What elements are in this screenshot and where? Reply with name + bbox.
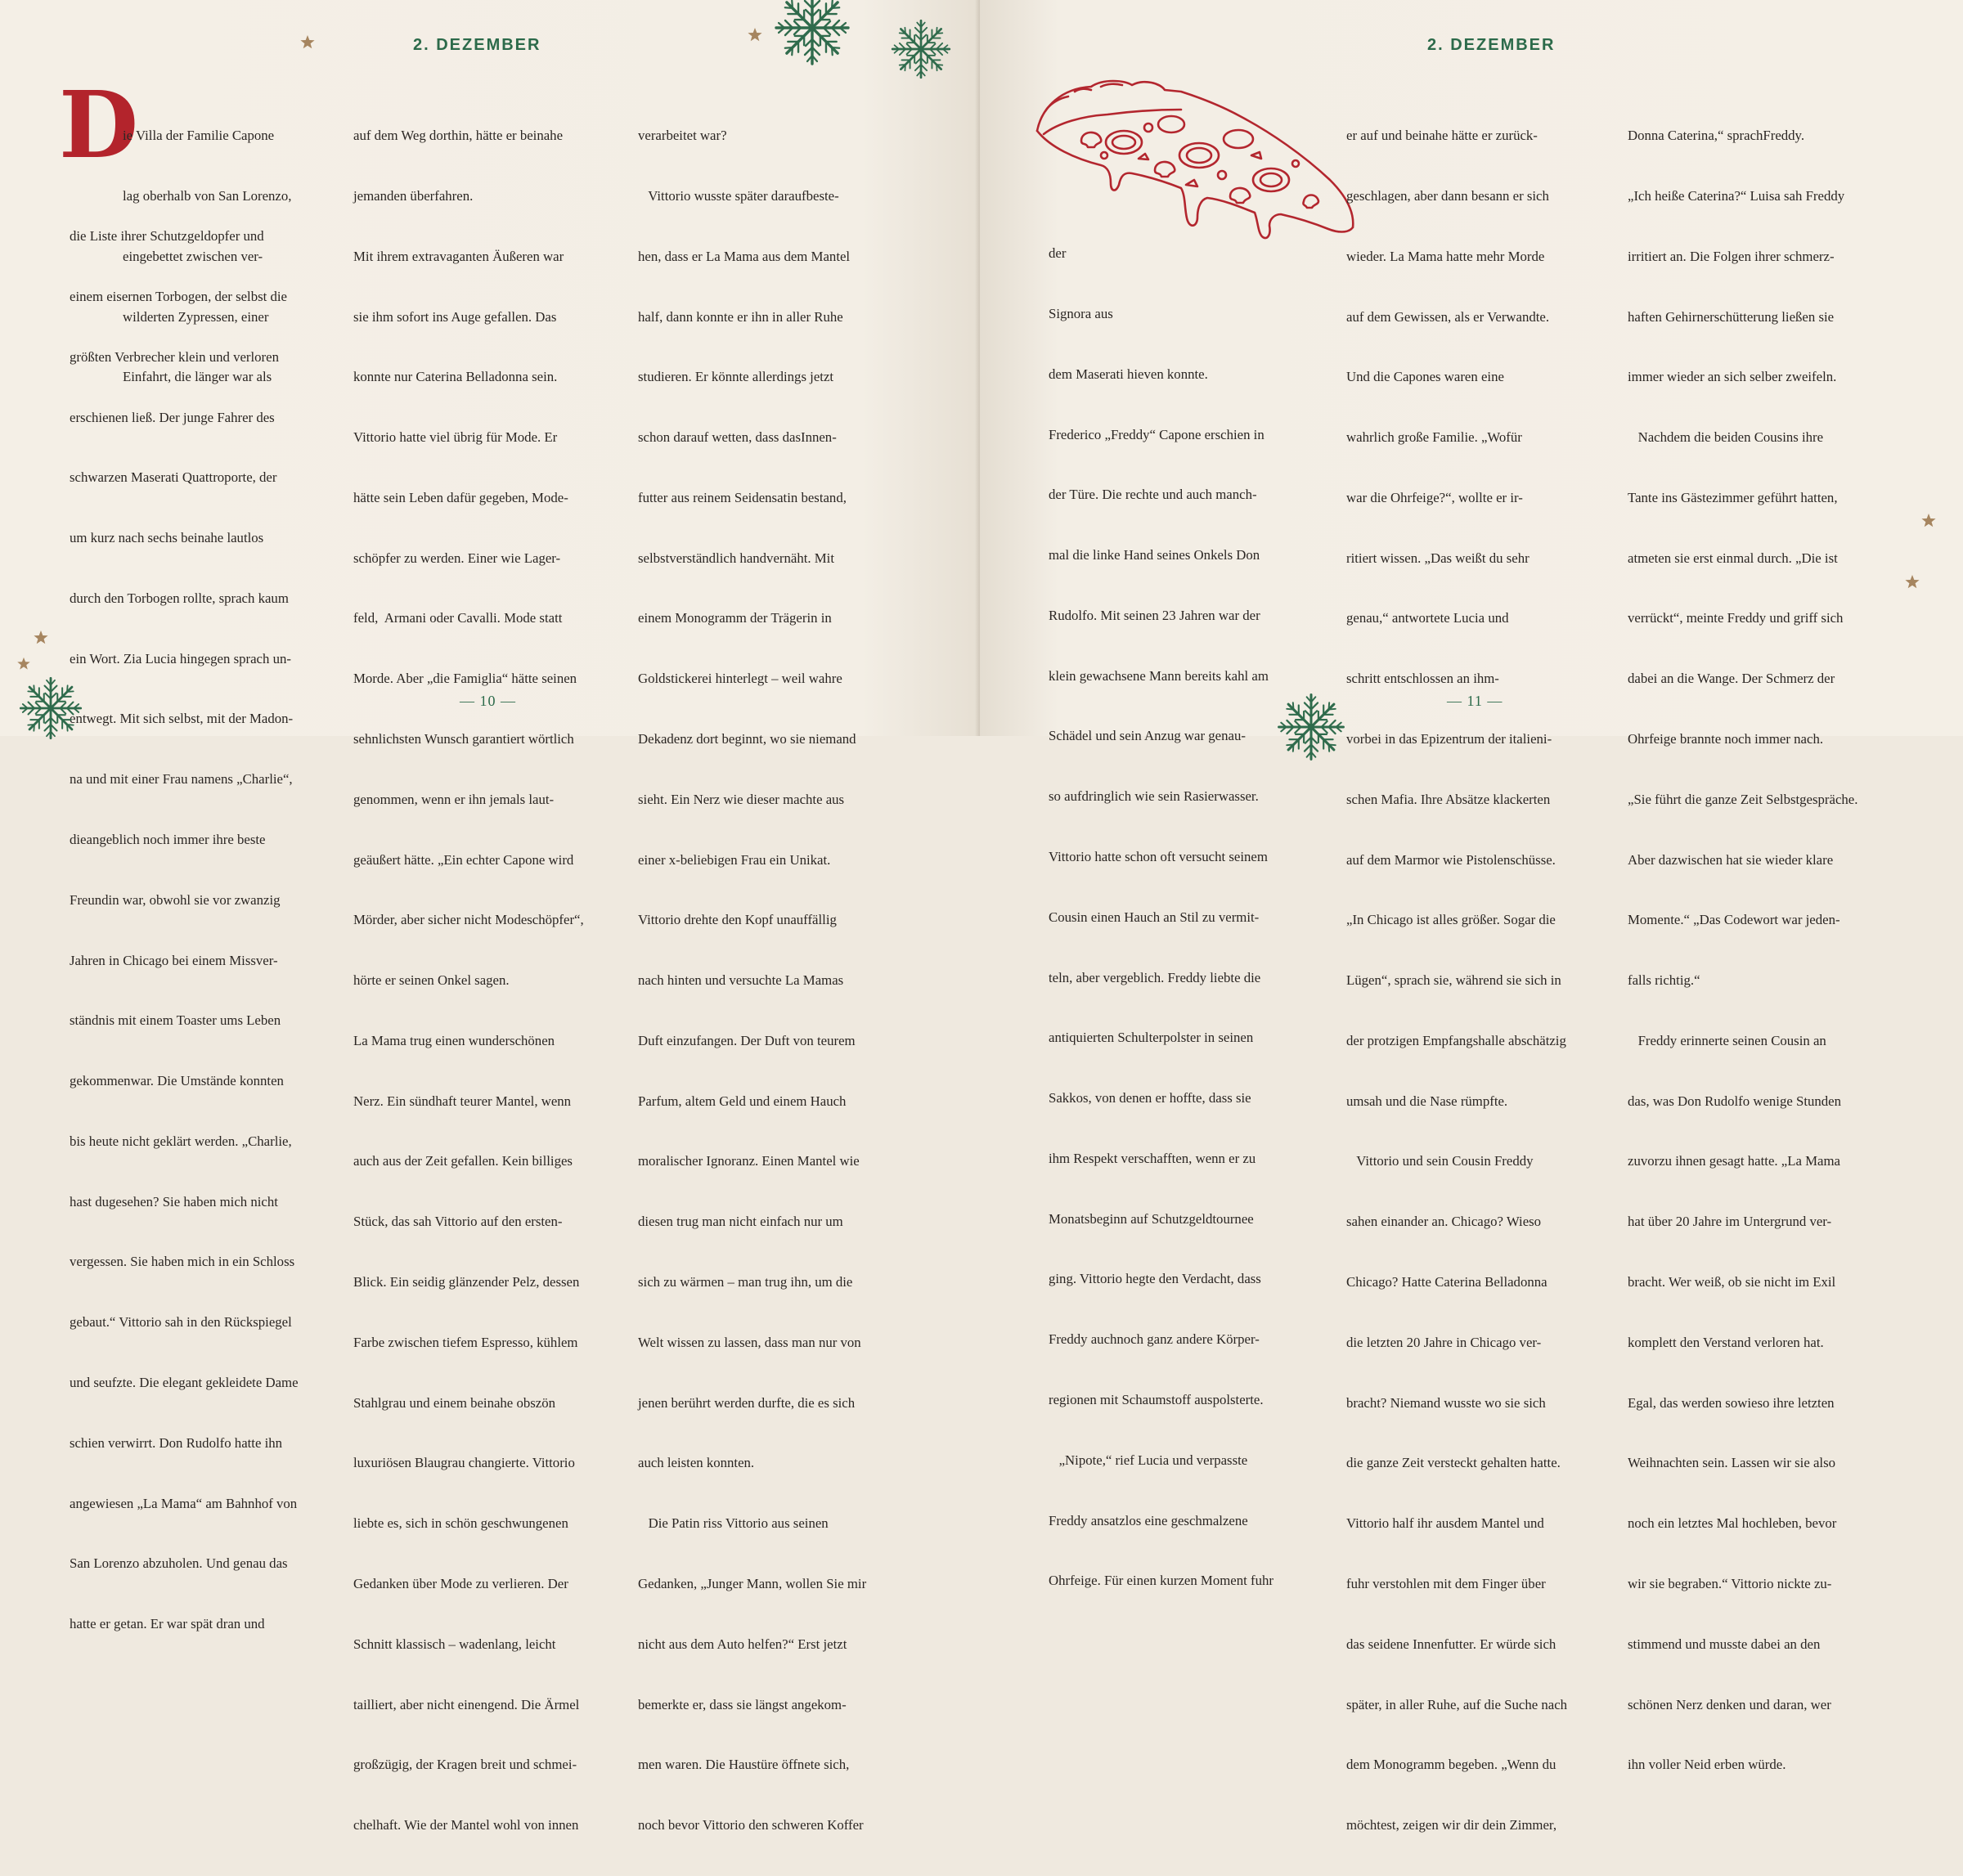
text-line: schen Mafia. Ihre Absätze klackerten: [1346, 791, 1551, 807]
text-line: sehnlichsten Wunsch garantiert wörtlich: [353, 731, 574, 747]
text-line: das seidene Innenfutter. Er würde sich: [1346, 1636, 1556, 1652]
text-line: Vittorio und sein Cousin Freddy: [1346, 1153, 1534, 1169]
snowflake-icon: [18, 675, 83, 741]
star-icon: [1920, 513, 1937, 529]
text-line: bracht. Wer weiß, ob sie nicht im Exil: [1628, 1274, 1836, 1290]
text-line: Ohrfeige brannte noch immer nach.: [1628, 731, 1824, 747]
text-line: Aber dazwischen hat sie wieder klare: [1628, 851, 1834, 868]
text-line: Gedanken, „Junger Mann, wollen Sie mir: [638, 1575, 867, 1591]
text-line: eingebettet zwischen ver-: [123, 248, 263, 264]
text-line: nicht aus dem Auto helfen?“ Erst jetzt: [638, 1636, 847, 1652]
text-line: Sakkos, von denen er hoffte, dass sie: [1049, 1090, 1251, 1106]
text-line: schritt entschlossen an ihm-: [1346, 671, 1499, 687]
text-line: atmeten sie erst einmal durch. „Die ist: [1628, 550, 1838, 566]
text-line: Stück, das sah Vittorio auf den ersten-: [353, 1214, 563, 1230]
text-line: futter aus reinem Seidensatin bestand,: [638, 489, 847, 505]
page-heading: 2. DEZEMBER: [413, 36, 541, 54]
text-line: der protzigen Empfangshalle abschätzig: [1346, 1032, 1566, 1048]
text-line: Vittorio drehte den Kopf unauffällig: [638, 912, 837, 928]
text-line: jenen berührt werden durfte, die es sich: [638, 1394, 856, 1411]
text-line: Rudolfo. Mit seinen 23 Jahren war der: [1049, 607, 1260, 623]
text-column-2: [1346, 86, 1567, 1876]
text-line: Egal, das werden sowieso ihre letzten: [1628, 1394, 1835, 1411]
text-line: feld, Armani oder Cavalli. Mode statt: [353, 610, 563, 626]
text-column-1: [1049, 204, 1273, 1631]
text-line: bracht? Niemand wusste wo sie sich: [1346, 1394, 1546, 1411]
text-line: auf dem Weg dorthin, hätte er beinahe: [353, 128, 564, 144]
text-line: das, was Don Rudolfo wenige Stunden: [1628, 1093, 1842, 1109]
star-icon: [1904, 574, 1920, 590]
text-line: der Türe. Die rechte und auch manch-: [1049, 487, 1257, 503]
text-line: Cousin einen Hauch an Stil zu vermit-: [1049, 909, 1260, 925]
text-line: Nerz. Ein sündhaft teurer Mantel, wenn: [353, 1093, 572, 1109]
text-line: wir sie begraben.“ Vittorio nickte zu-: [1628, 1575, 1832, 1591]
text-line: selbstverständlich handvernäht. Mit: [638, 550, 835, 566]
text-line: Mörder, aber sicher nicht Modeschöpfer“,: [353, 912, 584, 928]
text-line: lag oberhalb von San Lorenzo,: [123, 187, 292, 204]
text-line: Dekadenz dort beginnt, wo sie niemand: [638, 731, 856, 747]
page-heading: 2. DEZEMBER: [1427, 36, 1556, 54]
text-line: Freddy ansatzlos eine geschmalzene: [1049, 1512, 1248, 1528]
text-line: um kurz nach sechs beinahe lautlos: [70, 530, 264, 546]
text-line: diesen trug man nicht einfach nur um: [638, 1214, 843, 1230]
text-line: men waren. Die Haustüre öffnete sich,: [638, 1757, 850, 1773]
text-line: angewiesen „La Mama“ am Bahnhof von: [70, 1495, 298, 1511]
text-line: die Liste ihrer Schutzgeldopfer und: [70, 228, 264, 245]
text-line: Tante ins Gästezimmer geführt hatten,: [1628, 489, 1838, 505]
drop-cap: D: [59, 72, 139, 179]
text-line: immer wieder an sich selber zweifeln.: [1628, 369, 1837, 385]
text-line: Welt wissen zu lassen, dass man nur von: [638, 1334, 861, 1350]
text-line: gekommenwar. Die Umstände konnten: [70, 1073, 284, 1089]
text-line: falls richtig.“: [1628, 972, 1700, 989]
text-line: verarbeitet war?: [638, 128, 727, 144]
text-line: ein Wort. Zia Lucia hingegen sprach un-: [70, 650, 291, 666]
text-line: Monatsbeginn auf Schutzgeldtournee: [1049, 1210, 1254, 1227]
text-line: vorbei in das Epizentrum der italieni-: [1346, 731, 1552, 747]
text-line: luxuriösen Blaugrau changierte. Vittorio: [353, 1455, 575, 1471]
text-line: gebaut.“ Vittorio sah in den Rückspiegel: [70, 1314, 292, 1331]
text-line: „Sie führt die ganze Zeit Selbstgespräche.: [1628, 791, 1858, 807]
text-line: San Lorenzo abzuholen. Und genau das: [70, 1555, 288, 1572]
text-line: regionen mit Schaumstoff auspolsterte.: [1049, 1392, 1264, 1408]
text-line: jemanden überfahren.: [353, 187, 474, 204]
text-line: nach hinten und versuchte La Mamas: [638, 972, 844, 989]
text-line: sahen einander an. Chicago? Wieso: [1346, 1214, 1542, 1230]
text-line: ihm Respekt verschafften, wenn er zu: [1049, 1150, 1256, 1166]
text-line: Morde. Aber „die Famiglia“ hätte seinen: [353, 671, 577, 687]
text-line: größten Verbrecher klein und verloren: [70, 348, 279, 365]
text-line: auch aus der Zeit gefallen. Kein billiges: [353, 1153, 573, 1169]
snowflake-icon: [773, 0, 851, 67]
text-line: ie Villa der Familie Capone: [123, 128, 275, 144]
text-line: hen, dass er La Mama aus dem Mantel: [638, 248, 851, 264]
text-line: Und die Capones waren eine: [1346, 369, 1504, 385]
text-line: der: [1049, 245, 1067, 262]
text-line: na und mit einer Frau namens „Charlie“,: [70, 771, 293, 788]
text-line: genommen, wenn er ihn jemals laut-: [353, 791, 555, 807]
star-icon: [299, 34, 316, 51]
text-line: Freundin war, obwohl sie vor zwanzig: [70, 891, 281, 908]
text-line: „Nipote,“ rief Lucia und verpasste: [1049, 1452, 1248, 1468]
text-line: schwarzen Maserati Quattroporte, der: [70, 469, 277, 486]
text-line: klein gewachsene Mann bereits kahl am: [1049, 667, 1269, 684]
text-line: auf dem Marmor wie Pistolenschüsse.: [1346, 851, 1556, 868]
star-icon: [16, 657, 31, 671]
text-line: „In Chicago ist alles größer. Sogar die: [1346, 912, 1556, 928]
text-line: Freddy auchnoch ganz andere Körper-: [1049, 1331, 1260, 1348]
text-line: moralischer Ignoranz. Einen Mantel wie: [638, 1153, 860, 1169]
text-line: wilderten Zypressen, einer: [123, 308, 269, 325]
left-page: [0, 0, 980, 1833]
text-line: später, in aller Ruhe, auf die Suche nach: [1346, 1696, 1568, 1712]
text-column-1-cont: [70, 186, 299, 1675]
text-line: schien verwirrt. Don Rudolfo hatte ihn: [70, 1434, 283, 1451]
text-line: Jahren in Chicago bei einem Missver-: [70, 952, 278, 968]
text-line: war die Ohrfeige?“, wollte er ir-: [1346, 489, 1523, 505]
text-line: hat über 20 Jahre im Untergrund ver-: [1628, 1214, 1832, 1230]
text-line: Einfahrt, die länger war als: [123, 369, 272, 385]
text-line: sich zu wärmen – man trug ihn, um die: [638, 1274, 853, 1290]
text-line: liebte es, sich in schön geschwungenen: [353, 1515, 568, 1532]
text-line: er auf und beinahe hätte er zurück-: [1346, 128, 1538, 144]
text-line: Vittorio half ihr ausdem Mantel und: [1346, 1515, 1544, 1532]
text-line: noch ein letztes Mal hochleben, bevor: [1628, 1515, 1837, 1532]
text-line: fuhr verstohlen mit dem Finger über: [1346, 1575, 1546, 1591]
text-line: konnte nur Caterina Belladonna sein.: [353, 369, 558, 385]
text-line: genau,“ antwortete Lucia und: [1346, 610, 1509, 626]
text-line: vergessen. Sie haben mich in ein Schloss: [70, 1254, 295, 1270]
text-line: umsah und die Nase rümpfte.: [1346, 1093, 1508, 1109]
text-line: Nachdem die beiden Cousins ihre: [1628, 429, 1824, 446]
text-line: verrückt“, meinte Freddy und griff sich: [1628, 610, 1844, 626]
text-column-3: [1628, 86, 1857, 1815]
text-line: mal die linke Hand seines Onkels Don: [1049, 547, 1260, 563]
text-line: Vittorio hatte viel übrig für Mode. Er: [353, 429, 558, 446]
text-line: so aufdringlich wie sein Rasierwasser.: [1049, 788, 1259, 805]
text-line: wahrlich große Familie. „Wofür: [1346, 429, 1522, 446]
text-line: bemerkte er, dass sie längst angekom-: [638, 1696, 847, 1712]
text-line: schon darauf wetten, dass dasInnen-: [638, 429, 837, 446]
text-line: Momente.“ „Das Codewort war jeden-: [1628, 912, 1840, 928]
text-line: Goldstickerei hinterlegt – weil wahre: [638, 671, 842, 687]
text-line: die letzten 20 Jahre in Chicago ver-: [1346, 1334, 1542, 1350]
text-line: schönen Nerz denken und daran, wer: [1628, 1696, 1831, 1712]
text-line: Donna Caterina,“ sprachFreddy.: [1628, 128, 1805, 144]
text-line: geschlagen, aber dann besann er sich: [1346, 187, 1549, 204]
text-line: Ohrfeige. Für einen kurzen Moment fuhr: [1049, 1573, 1273, 1589]
text-line: Stahlgrau und einem beinahe obszön: [353, 1394, 555, 1411]
text-line: dem Monogramm begeben. „Wenn du: [1346, 1757, 1556, 1773]
text-line: Weihnachten sein. Lassen wir sie also: [1628, 1455, 1836, 1471]
text-line: durch den Torbogen rollte, sprach kaum: [70, 590, 289, 606]
text-line: die ganze Zeit versteckt gehalten hatte.: [1346, 1455, 1561, 1471]
text-line: Die Patin riss Vittorio aus seinen: [638, 1515, 829, 1532]
text-line: Lügen“, sprach sie, während sie sich in: [1346, 972, 1561, 989]
text-line: Farbe zwischen tiefem Espresso, kühlem: [353, 1334, 578, 1350]
text-line: geäußert hätte. „Ein echter Capone wird: [353, 851, 574, 868]
page-number: — 10 —: [460, 693, 516, 709]
text-line: antiquierten Schulterpolster in seinen: [1049, 1030, 1254, 1046]
text-line: Blick. Ein seidig glänzender Pelz, dessen: [353, 1274, 580, 1290]
star-icon: [747, 27, 763, 43]
text-line: La Mama trug einen wunderschönen: [353, 1032, 555, 1048]
text-line: ständnis mit einem Toaster ums Leben: [70, 1012, 281, 1029]
text-line: Freddy erinnerte seinen Cousin an: [1628, 1032, 1826, 1048]
text-line: tailliert, aber nicht einengend. Die Ärmel: [353, 1696, 580, 1712]
text-line: sieht. Ein Nerz wie dieser machte aus: [638, 791, 845, 807]
text-line: studieren. Er könnte allerdings jetzt: [638, 369, 834, 385]
text-line: Duft einzufangen. Der Duft von teurem: [638, 1032, 856, 1048]
text-line: wieder. La Mama hatte mehr Morde: [1346, 248, 1545, 264]
text-line: sie ihm sofort ins Auge gefallen. Das: [353, 308, 557, 325]
text-line: einem eisernen Torbogen, der selbst die: [70, 288, 288, 304]
text-line: noch bevor Vittorio den schweren Koffer: [638, 1817, 864, 1833]
text-line: hatte er getan. Er war spät dran und: [70, 1616, 265, 1632]
text-line: auch leisten konnten.: [638, 1455, 755, 1471]
text-line: half, dann konnte er ihn in aller Ruhe: [638, 308, 843, 325]
text-line: möchtest, zeigen wir dir dein Zimmer,: [1346, 1817, 1557, 1833]
text-line: Parfum, altem Geld und einem Hauch: [638, 1093, 847, 1109]
snowflake-icon: [1276, 692, 1346, 762]
text-line: Vittorio hatte schon oft versucht seinem: [1049, 849, 1268, 864]
text-line: Schnitt klassisch – wadenlang, leicht: [353, 1636, 556, 1652]
text-line: Mit ihrem extravaganten Äußeren war: [353, 248, 564, 264]
text-line: schöpfer zu werden. Einer wie Lager-: [353, 550, 561, 566]
text-line: entwegt. Mit sich selbst, mit der Madon-: [70, 711, 294, 727]
text-line: großzügig, der Kragen breit und schmei-: [353, 1757, 577, 1773]
text-line: chelhaft. Wie der Mantel wohl von innen: [353, 1817, 579, 1833]
text-line: einer x-beliebigen Frau ein Unikat.: [638, 851, 831, 868]
text-column-2: [353, 86, 584, 1876]
text-line: „Ich heiße Caterina?“ Luisa sah Freddy: [1628, 187, 1845, 204]
text-column-3: [638, 86, 866, 1876]
text-line: hörte er seinen Onkel sagen.: [353, 972, 510, 989]
text-line: komplett den Verstand verloren hat.: [1628, 1334, 1824, 1350]
text-line: ging. Vittorio hegte den Verdacht, dass: [1049, 1271, 1261, 1287]
text-line: auf dem Gewissen, als er Verwandte.: [1346, 308, 1550, 325]
text-line: irritiert an. Die Folgen ihrer schmerz-: [1628, 248, 1835, 264]
text-line: hätte sein Leben dafür gegeben, Mode-: [353, 489, 568, 505]
text-line: einem Monogramm der Trägerin in: [638, 610, 832, 626]
text-line: zuvorzu ihnen gesagt hatte. „La Mama: [1628, 1153, 1841, 1169]
text-line: erschienen ließ. Der junge Fahrer des: [70, 409, 275, 425]
text-line: Frederico „Freddy“ Capone erschien in: [1049, 426, 1264, 442]
text-line: Chicago? Hatte Caterina Belladonna: [1346, 1274, 1547, 1290]
text-line: ritiert wissen. „Das weißt du sehr: [1346, 550, 1530, 566]
text-line: Schädel und sein Anzug war genau-: [1049, 728, 1246, 744]
text-line: Gedanken über Mode zu verlieren. Der: [353, 1575, 568, 1591]
text-line: dabei an die Wange. Der Schmerz der: [1628, 671, 1835, 687]
text-line: hast dugesehen? Sie haben mich nicht: [70, 1193, 278, 1210]
text-line: dieangeblich noch immer ihre beste: [70, 832, 266, 847]
text-line: haften Gehirnerschütterung ließen sie: [1628, 308, 1835, 325]
snowflake-icon: [890, 18, 952, 80]
right-page: [980, 0, 1963, 1833]
page-number: — 11 —: [1447, 693, 1503, 709]
text-line: dem Maserati hieven konnte.: [1049, 366, 1208, 382]
text-line: Signora aus: [1049, 305, 1113, 321]
text-line: Vittorio wusste später daraufbeste-: [638, 187, 839, 204]
text-line: teln, aber vergeblich. Freddy liebte die: [1049, 969, 1261, 985]
text-line: und seufzte. Die elegant gekleidete Dame: [70, 1375, 299, 1391]
text-line: bis heute nicht geklärt werden. „Charlie,: [70, 1133, 292, 1149]
text-line: ihn voller Neid erben würde.: [1628, 1757, 1786, 1773]
text-line: stimmend und musste dabei an den: [1628, 1636, 1821, 1652]
star-icon: [33, 630, 49, 646]
